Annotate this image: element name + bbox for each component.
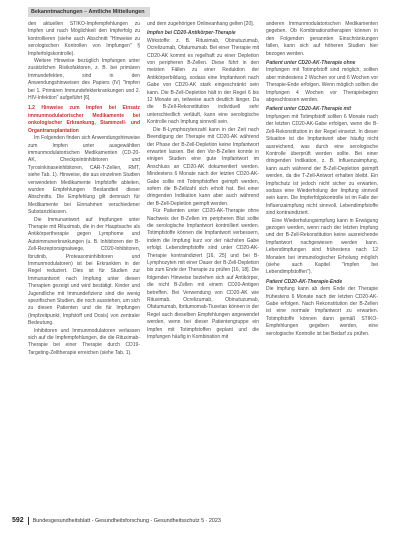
paragraph: Impfungen mit Totimpfstoff sind möglich, sollten aber mindestens 2 Wochen vor und 6 Wochen vor Therapie-Ende erfolgen. Wenn möglich sollten die Impfungen 4 Wochen vor Therapiebeginn abgeschlossen werden. xyxy=(266,67,378,104)
paragraph: Im Folgenden finden sich Anwendungshinweise zum Impfen unter ausgewählten immunmodulatorischen Medikamenten (CD-20-AK, Checkpointinhibitoren und Tyrosinkinaseinhibitoren, CAR-T-Zellen, RMT, siehe Tab. 1). Hinweise, die aus einzelnen Studien verwendeten Medikamente Impfstoffe ableiten, wurden Empfehlungen Bestandteil dieser Abschnitts. Die Empfehlung gilt demnach für Medikamente bei Einnahmen verschiedener Substanzklassen. xyxy=(28,135,140,216)
journal-citation: Bundesgesundheitsblatt - Gesundheitsforschung - Gesundheitsschutz 5 · 2023 xyxy=(32,518,221,524)
paragraph: Weitere Hinweise bezüglich Impfungen unter zusätzlichen Risikofaktoren, z. B. bei primären Immundefekten, sind in den Anwendungshinweisen des Papiers (IV) "Impfen bei 1. Primären Immundefekterkrankungen und 2. HIV-Infektion" aufgeführt [6]. xyxy=(28,58,140,102)
paragraph: Die B-Lymphozytenzahl kann in der Zeit nach Beendigung der Therapie mit CD20-AK während der Phase der B-Zell-Depletion keine Impfantwort erwarten lassen. Bei den Vor-B-Zellen konnte in einigen Studien eine gute Impfantwort im Anschluss an CD20-AK dokumentiert werden. Mindestens 6 Monate nach der letzten CD20-AK-Gabe sollte mit Totimpfstoffen geimpft werden, sofern die B-Zellzahl sich erholt hat. Bei einer dringenden Indikation kann aber auch während der B-Zell-Depletion geimpft werden. xyxy=(147,126,259,207)
paragraph: Die Impfung kann ab dem Ende der Therapie frühestens 6 Monate nach der letzten CD20-AK-Gabe erfolgen. Nach Rekonstitution der B-Zellen ist eine normale Impfantwort zu erwarten. Totimpfstoffe können dann gemäß STIKO-Empfehlungen gegeben werden, eine serologische Kontrolle ist bei Bedarf zu prüfen. xyxy=(266,286,378,337)
footer-divider xyxy=(28,517,29,525)
section-label: Bekanntmachungen xyxy=(31,9,83,15)
section-heading: 1.2 Hinweise zum Impfen bei Einsatz immunmodulatorischer Medikamente bei onkologischer Erkrankung, Stammzell- und Organtransplantation xyxy=(28,105,140,134)
page-number: 592 xyxy=(12,517,24,524)
subheading: Patient unter CD20-AK-Therapie mit xyxy=(266,106,352,113)
paragraph: den aktuellen STIKO-Impfempfehlungen zu Impfen und nach Möglichkeit den Impferfolg zu kontrollieren (siehe auch Abschnitt "Hinweise zu serologischen Kontrollen von Impfungen" § Impferfolgskontrolle). xyxy=(28,21,140,57)
header-separator: – xyxy=(82,9,89,15)
text-column-1 xyxy=(28,21,140,357)
paragraph: Impfungen mit Totimpfstoff sollten 6 Monate nach der letzten CD20-AK-Gabe erfolgen, wenn die B-Zell-Rekonstitution in der Regel einsetzt. In dieser Situation ist die Impfantwort aber häufig nicht ausreichend, was durch eine serologische Kontrolle überprüft werden sollte. Bei einer dringenden Indikation, z. B. Influenzaimpfung, kann auch während der B-Zell-Depletion geimpft werden, da die T-Zell-Antwort erhalten bleibt. Ein Impfschutz ist jedoch nicht sicher zu erwarten, sodass eine Wiederholung der Impfung sinnvoll sein kann. Die Impferfolgskontrolle ist im Falle der Influenzaimpfung nicht sinnvoll. Lebendimpfstoffe sind kontraindiziert. xyxy=(266,113,378,217)
paragraph: Wirkstoffe: z. B. Rituximab, Obinutuzumab, Ocrelizumab, Ofatumumab. Bei einer Therapie mit CD20-AK kommt es regelhaft zu einer Depletion von peripheren B-Zellen. Diese führt in den meisten Fällen zu einer Reduktion der Antikörperbildung, sodass eine Impfantwort nach Gabe von CD20-AK stark eingeschränkt sein kann. Die B-Zell-Depletion hält in der Regel 6 bis 12 Monate an, teilweise auch deutlich länger. Da die B-Zell-Rekonstitution individuell sehr unterschiedlich verläuft, kann eine serologische Kontrolle nach Impfung sinnvoll sein. xyxy=(147,37,259,126)
subheading: Patient CD20-AK-Therapie-Ende xyxy=(266,278,343,285)
paragraph: Inhibitoren und Immunmodulatoren verlassen sich auf die Impfempfehlungen, die die Rituximab-Therapie bei einer Therapie durch CD19-Targeting-Zelltherapie erreichen (siehe Tab. 1). xyxy=(28,327,140,356)
paragraph: anderen Immunmodulatorischen Medikamenten gegeben. Ob Kombinationstherapien können in den Folgenden genannten Einschränkungen fallen, kann sich auf höheren Studien hier bezogen werden. xyxy=(266,21,378,57)
subsection-label: Amtliche Mitteilungen xyxy=(88,9,145,15)
paragraph: Eine Wiederholungsimpfung kann in Erwägung gezogen werden, wenn nach der letzten Impfung und der B-Zell-Rekonstitution keine ausreichende Impfantwort nachgewiesen werden kann. Lebendimpfungen sind frühestens nach 12 Monaten bei immunologischer Erholung möglich (siehe auch Kapitel "Impfen bei Lebendimpfstoffen"). xyxy=(266,217,378,276)
section-header xyxy=(28,7,150,17)
page-footer xyxy=(12,517,221,525)
paragraph: Für Patienten unter CD20-AK-Therapie ohne Nachweis der B-Zellen im peripheren Blut sollte die serologische Impfantwort kontrolliert werden. Totimpfstoffe können die Impfantwort verbessern, indem die Impfung kurz vor der nächsten Gabe erfolgt. Lebendimpfstoffe sind unter CD20-AK-Therapie kontraindiziert [16, 25] und bei B-Lymphozyten mit einer Dauer der B-Zell-Depletion bis zum Ende der Therapie zu prüfen [16, 18]. Die folgenden Hinweise beziehen sich auf Antikörper, die nicht B-Zellen mit einem CD20-Antigen betreffen. Bei Verwendung von CD20-AK wie Rituximab, Ocrelizumab, Obinutuzumab, Ofatumumab, Ibritumomab-Tiuxetan können in der Regel auch dieselben Empfehlungen angewendet werden, wenn bei dieser Patientengruppe ein Impfen mit Totimpfstoffen geplant und die Impfungen häufig in Kombination mit xyxy=(147,208,259,341)
paragraph: Die Immunantwort auf Impfungen unter Therapie mit Rituximab, die in der Hauptsache als Antikörpertherapie gegen Lymphome und Autoimmunerkrankungen (u. B. Inhibitoren der B-Zell-Rezeptorsignalwege, CD20-Inhibitoren, Ibrutinib, Proteasominhibitoren und Immunmodulatoren) ist bei Erkrankten in der Regel reduziert. Dies ist für Studien zur Immunantwort nach Impfung unter diesen Therapien gezeigt und wird bestätigt. Kinder und Jugendliche mit Immundefizienz sind die wenig spezifischen Studien, die noch ausstehen, um sich zu diesen Patienten und die für Impfungen (Impfzeitpunkt, Impfstoff und Dosis) von zentraler Bedeutung. xyxy=(28,216,140,327)
subheading: Impfen bei CD20-Antikörper-Therapie xyxy=(147,30,236,37)
paragraph: und dem zugehörigen Onlineanhang gelten [20]. xyxy=(147,21,255,27)
text-column-2 xyxy=(147,21,259,341)
text-column-3 xyxy=(266,21,378,338)
subheading: Patient unter CD20-AK-Therapie ohne xyxy=(266,60,356,67)
